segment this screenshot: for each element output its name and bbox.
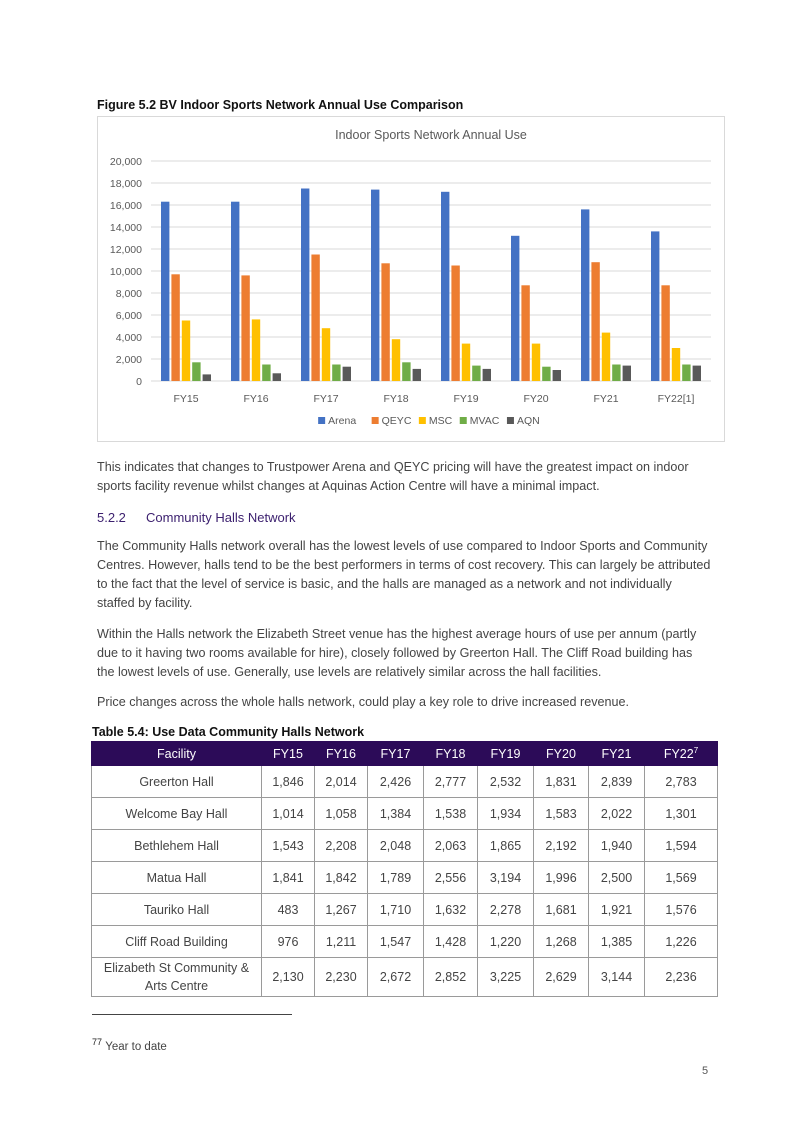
value-cell: 1,547: [368, 926, 424, 958]
value-cell: 2,130: [262, 958, 315, 997]
table-caption: Table 5.4: Use Data Community Halls Network: [92, 725, 365, 739]
footnote-divider: [92, 1014, 292, 1015]
column-header-year: FY20: [534, 742, 589, 766]
x-tick-label: FY18: [383, 393, 409, 405]
bar-mvac: [332, 365, 340, 382]
value-cell: 1,681: [534, 894, 589, 926]
bar-arena: [161, 202, 169, 381]
column-header-facility: Facility: [92, 742, 262, 766]
column-header-year: FY19: [478, 742, 534, 766]
legend-swatch: [372, 417, 379, 424]
table-row: [92, 862, 718, 894]
use-data-table: [91, 741, 718, 997]
y-tick-label: 18,000: [109, 178, 142, 190]
table-row: [92, 830, 718, 862]
value-cell: 1,921: [589, 894, 645, 926]
facility-cell: Tauriko Hall: [92, 894, 262, 926]
value-cell: 1,710: [368, 894, 424, 926]
bar-aqn: [483, 369, 491, 381]
facility-cell: Greerton Hall: [92, 766, 262, 798]
bar-qeyc: [241, 275, 249, 381]
bar-mvac: [192, 362, 200, 381]
table-row: [92, 798, 718, 830]
value-cell: 483: [262, 894, 315, 926]
value-cell: 2,500: [589, 862, 645, 894]
x-tick-label: FY22[1]: [657, 393, 695, 405]
legend-swatch: [318, 417, 325, 424]
footnote-text: Year to date: [105, 1040, 167, 1053]
legend-label: Arena: [328, 415, 357, 427]
value-cell: 2,278: [478, 894, 534, 926]
value-cell: 1,576: [645, 894, 718, 926]
value-cell: 1,594: [645, 830, 718, 862]
bar-msc: [182, 321, 190, 382]
legend-label: MSC: [428, 415, 453, 427]
bar-arena: [231, 202, 239, 381]
bar-qeyc: [521, 285, 529, 381]
bar-aqn: [413, 369, 421, 381]
bar-qeyc: [171, 274, 179, 381]
paragraph-halls-overview: The Community Halls network overall has the lowest levels of use compared to Indoor Sports and Community Centres. However, halls tend to be the best performers in terms of cost recovery. This can largely be attributed to the fact that the level of service is basic, and the halls are managed as a network and not individually staffed by facility.: [97, 539, 711, 610]
value-cell: 2,230: [315, 958, 368, 997]
column-header-year: FY17: [368, 742, 424, 766]
value-cell: 2,672: [368, 958, 424, 997]
value-cell: 2,629: [534, 958, 589, 997]
bar-qeyc: [661, 285, 669, 381]
value-cell: 2,022: [589, 798, 645, 830]
value-cell: 1,226: [645, 926, 718, 958]
value-cell: 1,865: [478, 830, 534, 862]
bar-msc: [532, 344, 540, 381]
y-tick-label: 4,000: [115, 332, 142, 344]
value-cell: 2,532: [478, 766, 534, 798]
bar-msc: [322, 328, 330, 381]
page-number: 5: [702, 1065, 709, 1077]
bar-qeyc: [381, 263, 389, 381]
value-cell: 2,192: [534, 830, 589, 862]
column-header-year: FY18: [424, 742, 478, 766]
chart-svg: [98, 117, 724, 441]
table-row: [92, 766, 718, 798]
x-tick-label: FY15: [173, 393, 199, 405]
facility-cell: Matua Hall: [92, 862, 262, 894]
bar-chart: [97, 116, 725, 442]
value-cell: 1,846: [262, 766, 315, 798]
value-cell: 1,267: [315, 894, 368, 926]
y-tick-label: 10,000: [109, 266, 142, 278]
bar-arena: [651, 231, 659, 381]
bar-mvac: [402, 362, 410, 381]
value-cell: 1,220: [478, 926, 534, 958]
footnote-reference: 7: [693, 745, 699, 755]
value-cell: 2,852: [424, 958, 478, 997]
value-cell: 2,048: [368, 830, 424, 862]
y-tick-label: 12,000: [109, 244, 142, 256]
bar-aqn: [343, 367, 351, 381]
legend-label: QEYC: [381, 415, 412, 427]
column-header-fy22: [645, 742, 718, 766]
facility-cell: Cliff Road Building: [92, 926, 262, 958]
bar-msc: [602, 333, 610, 381]
facility-cell: Elizabeth St Community & Arts Centre: [92, 958, 262, 997]
bar-qeyc: [591, 262, 599, 381]
bar-aqn: [203, 374, 211, 381]
bar-mvac: [542, 367, 550, 381]
bar-qeyc: [451, 266, 459, 382]
value-cell: 1,996: [534, 862, 589, 894]
y-tick-label: 6,000: [115, 310, 142, 322]
footnote-mark: 77: [92, 1037, 103, 1047]
value-cell: 2,014: [315, 766, 368, 798]
value-cell: 1,268: [534, 926, 589, 958]
bar-arena: [301, 189, 309, 382]
value-cell: 1,583: [534, 798, 589, 830]
figure-caption: Figure 5.2 BV Indoor Sports Network Annual Use Comparison: [97, 98, 464, 112]
bar-msc: [392, 339, 400, 381]
bar-arena: [371, 190, 379, 381]
value-cell: 976: [262, 926, 315, 958]
value-cell: 2,783: [645, 766, 718, 798]
value-cell: 2,426: [368, 766, 424, 798]
y-tick-label: 0: [136, 376, 142, 388]
column-header-year: FY21: [589, 742, 645, 766]
x-tick-label: FY19: [453, 393, 479, 405]
value-cell: 1,384: [368, 798, 424, 830]
y-tick-label: 2,000: [115, 354, 142, 366]
value-cell: 2,556: [424, 862, 478, 894]
bar-msc: [462, 344, 470, 381]
x-tick-label: FY21: [593, 393, 619, 405]
value-cell: 1,569: [645, 862, 718, 894]
table-row: [92, 926, 718, 958]
paragraph-price-changes: Price changes across the whole halls network, could play a key role to drive increased revenue.: [97, 695, 630, 709]
section-heading: [97, 510, 296, 525]
paragraph-halls-usage: Within the Halls network the Elizabeth Street venue has the highest average hours of use per annum (partly due to it having two rooms available for hire), closely followed by Greerton Hall. The Cliff Road building has the lowest levels of use. Generally, use levels are relatively similar across the hall facilities.: [97, 627, 697, 679]
value-cell: 2,777: [424, 766, 478, 798]
table-row: [92, 894, 718, 926]
value-cell: 1,538: [424, 798, 478, 830]
bar-mvac: [472, 366, 480, 381]
legend-label: AQN: [516, 415, 540, 427]
bar-aqn: [623, 366, 631, 381]
y-tick-label: 20,000: [109, 156, 142, 168]
legend-swatch: [460, 417, 467, 424]
value-cell: 2,063: [424, 830, 478, 862]
table-row: [92, 958, 718, 997]
value-cell: 3,144: [589, 958, 645, 997]
legend-label: MVAC: [469, 415, 500, 427]
value-cell: 1,632: [424, 894, 478, 926]
value-cell: 1,058: [315, 798, 368, 830]
value-cell: 1,841: [262, 862, 315, 894]
value-cell: 1,428: [424, 926, 478, 958]
bar-aqn: [693, 366, 701, 381]
value-cell: 1,831: [534, 766, 589, 798]
bar-mvac: [612, 365, 620, 382]
legend-swatch: [419, 417, 426, 424]
value-cell: 3,225: [478, 958, 534, 997]
y-tick-label: 8,000: [115, 288, 142, 300]
value-cell: 1,211: [315, 926, 368, 958]
value-cell: 2,208: [315, 830, 368, 862]
column-header-year: FY16: [315, 742, 368, 766]
bar-mvac: [682, 365, 690, 382]
x-tick-label: FY20: [523, 393, 549, 405]
y-tick-label: 16,000: [109, 200, 142, 212]
bar-arena: [441, 192, 449, 381]
bar-aqn: [553, 370, 561, 381]
x-tick-label: FY16: [243, 393, 269, 405]
legend-swatch: [507, 417, 514, 424]
bar-msc: [672, 348, 680, 381]
section-number: 5.2.2: [97, 510, 126, 525]
facility-cell: Welcome Bay Hall: [92, 798, 262, 830]
footnote: [92, 1037, 167, 1053]
x-tick-label: FY17: [313, 393, 339, 405]
chart-title: Indoor Sports Network Annual Use: [335, 128, 527, 142]
bar-arena: [581, 209, 589, 381]
bar-aqn: [273, 373, 281, 381]
column-header-year: FY15: [262, 742, 315, 766]
value-cell: 2,236: [645, 958, 718, 997]
table-body: [92, 766, 718, 997]
value-cell: 1,543: [262, 830, 315, 862]
value-cell: 3,194: [478, 862, 534, 894]
value-cell: 1,934: [478, 798, 534, 830]
facility-cell: Bethlehem Hall: [92, 830, 262, 862]
y-tick-label: 14,000: [109, 222, 142, 234]
value-cell: 1,385: [589, 926, 645, 958]
value-cell: 1,789: [368, 862, 424, 894]
table-header-row: [92, 742, 718, 766]
value-cell: 1,014: [262, 798, 315, 830]
value-cell: 1,842: [315, 862, 368, 894]
bar-arena: [511, 236, 519, 381]
column-header-fy22-label: FY22: [663, 747, 694, 762]
paragraph-indoor-sports-impact: This indicates that changes to Trustpower Arena and QEYC pricing will have the greatest impact on indoor sports facility revenue whilst changes at Aquinas Action Centre will have a minimal impact.: [97, 460, 689, 493]
value-cell: 1,301: [645, 798, 718, 830]
bar-mvac: [262, 365, 270, 382]
bar-qeyc: [311, 255, 319, 382]
bar-msc: [252, 319, 260, 381]
value-cell: 1,940: [589, 830, 645, 862]
value-cell: 2,839: [589, 766, 645, 798]
section-title: Community Halls Network: [146, 510, 296, 525]
